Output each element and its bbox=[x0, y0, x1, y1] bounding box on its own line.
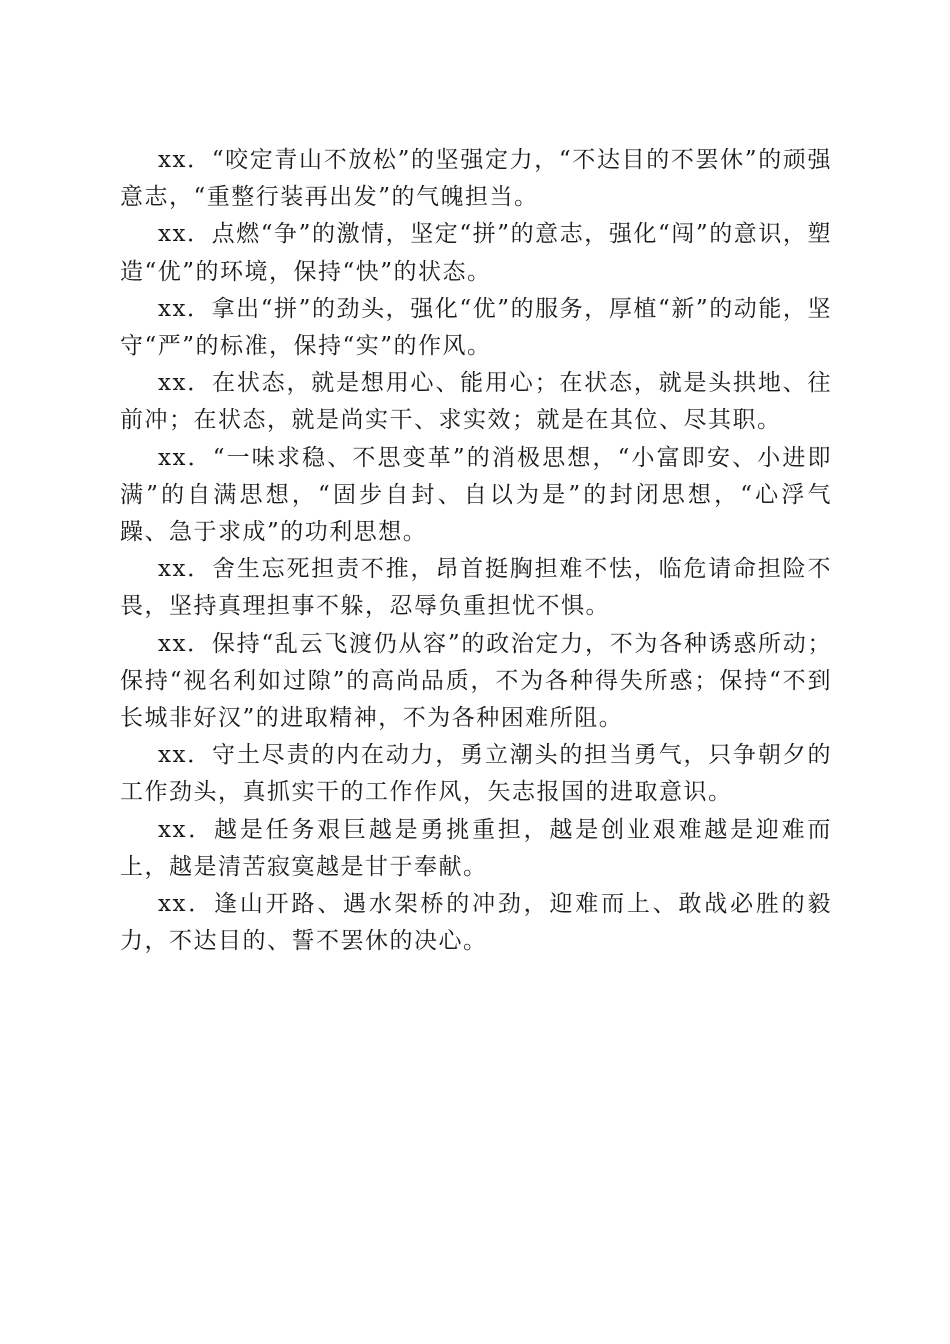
paragraph-2: xx．点燃“争”的激情，坚定“拼”的意志，强化“闯”的意识，塑造“优”的环境，保持“快”的状态。 bbox=[120, 221, 832, 285]
paragraph-9: xx．越是任务艰巨越是勇挑重担，越是创业艰难越是迎难而上，越是清苦寂寞越是甘于奉献。 bbox=[120, 816, 832, 880]
paragraph-6: xx．舍生忘死担责不推，昂首挺胸担难不怯，临危请命担险不畏，坚持真理担事不躲，忍辱负重担忧不惧。 bbox=[120, 556, 832, 620]
paragraph-3: xx．拿出“拼”的劲头，强化“优”的服务，厚植“新”的动能，坚守“严”的标准，保持“实”的作风。 bbox=[120, 295, 832, 360]
paragraph-7: xx．保持“乱云飞渡仍从容”的政治定力，不为各种诱惑所动；保持“视名利如过隙”的高尚品质，不为各种得失所惑；保持“不到长城非好汉”的进取精神，不为各种困难所阻。 bbox=[120, 630, 832, 732]
paragraph-5: xx．“一味求稳、不思变革”的消极思想，“小富即安、小进即满”的自满思想，“固步自封、自以为是”的封闭思想，“心浮气躁、急于求成”的功利思想。 bbox=[120, 444, 832, 546]
paragraph-8: xx．守土尽责的内在动力，勇立潮头的担当勇气，只争朝夕的工作劲头，真抓实干的工作作风，矢志报国的进取意识。 bbox=[120, 742, 832, 806]
paragraph-10: xx．逢山开路、遇水架桥的冲劲，迎难而上、敢战必胜的毅力，不达目的、誓不罢休的决心。 bbox=[120, 891, 832, 955]
document-body bbox=[120, 142, 832, 960]
paragraph-4: xx．在状态，就是想用心、能用心；在状态，就是头拱地、往前冲；在状态，就是尚实干、求实效；就是在其位、尽其职。 bbox=[120, 370, 832, 434]
paragraph-1: xx．“咬定青山不放松”的坚强定力，“不达目的不罢休”的顽强意志，“重整行装再出发”的气魄担当。 bbox=[120, 147, 832, 211]
